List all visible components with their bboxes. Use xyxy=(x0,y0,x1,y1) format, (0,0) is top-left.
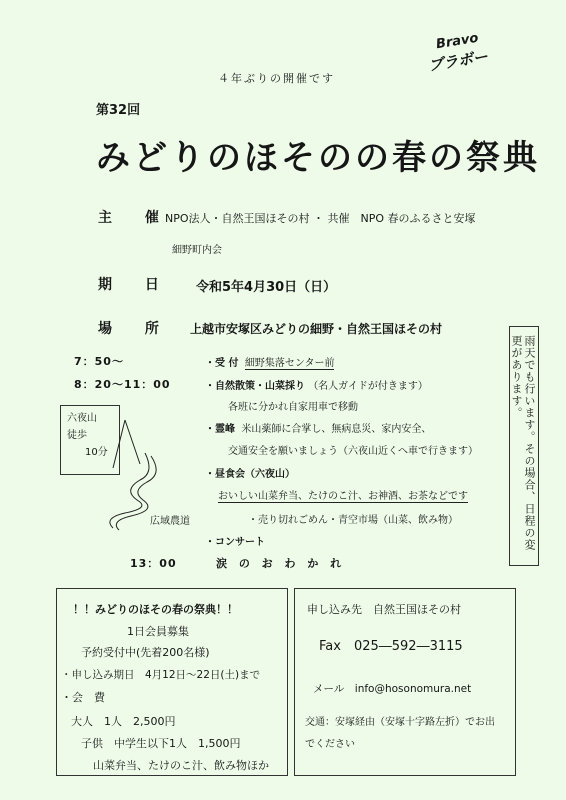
membership-line-7: 山菜弁当、たけのこ汁、飲み物ほか xyxy=(93,759,269,772)
membership-line-1: 1日会員募集 xyxy=(127,625,189,638)
event-place: 上越市安塚区みどりの細野・自然王国ほその村 xyxy=(190,322,443,336)
schedule-reception xyxy=(205,354,334,369)
market: ・売り切れごめん・青空市場（山菜、飲み物） xyxy=(248,515,458,526)
time-farewell: 13：00 xyxy=(130,557,177,570)
reiho-text: 米山薬師に合掌し、無病息災、家内安全、 xyxy=(241,424,432,435)
reception-heading: ・受 付 xyxy=(205,358,239,369)
lunch-sub: おいしい山菜弁当、たけのこ汁、お神酒、お茶などです xyxy=(218,487,468,503)
schedule-concert xyxy=(205,533,265,548)
membership-line-6: 子供 中学生以下1人 1,500円 xyxy=(81,737,241,750)
map-road-label: 広域農道 xyxy=(150,516,190,527)
email-address: メール info@hosonomura.net xyxy=(313,683,472,695)
date-label: 期 日 xyxy=(98,277,173,293)
schedule-walk xyxy=(205,377,428,392)
membership-line-5: 大人 1人 2,500円 xyxy=(71,715,176,728)
schedule-lunch xyxy=(205,465,295,480)
lunch-heading: ・昼食会（六夜山） xyxy=(205,469,295,480)
organizer-text: NPO法人・自然王国ほその村 ・ 共催 NPO 春のふるさと安塚 xyxy=(165,212,476,225)
contact-box xyxy=(294,588,516,776)
schedule-reiho xyxy=(205,420,431,435)
map-mountain-name: 六夜山 xyxy=(67,413,97,424)
walk-sub: 各班に分かれ自家用車で移動 xyxy=(228,402,358,413)
bravo-logo-kana: ブラボー xyxy=(427,47,490,75)
walk-note: （名人ガイドが付きます） xyxy=(308,381,428,392)
membership-title: ！！みどりのほその春の祭典！！ xyxy=(73,603,238,616)
organizer-text-2: 細野町内会 xyxy=(172,245,222,256)
subtitle: ４年ぶりの開催です xyxy=(218,72,335,85)
membership-line-3: ・申し込み期日 4月12日～22日(土)まで xyxy=(61,669,261,681)
map-walk-time: 10分 xyxy=(85,447,108,458)
traffic-line-1: 交通：安塚経由（安塚十字路左折）でお出 xyxy=(305,717,495,728)
reiho-sub: 交通安全を願いましょう（六夜山近くへ車で行きます） xyxy=(228,446,478,457)
mountain-icon xyxy=(113,420,140,468)
traffic-line-2: でください xyxy=(305,739,355,750)
rain-notice: 雨天でも行います。その場合、日程の変更があります。 xyxy=(509,326,539,566)
walk-heading: ・自然散策・山菜採り xyxy=(205,381,305,392)
apply-to: 申し込み先 自然王国ほその村 xyxy=(307,603,461,616)
event-date: 令和5年4月30日（日） xyxy=(196,280,337,295)
membership-line-4: ・会 費 xyxy=(61,691,105,704)
reiho-heading: ・霊峰 xyxy=(205,424,235,435)
reception-place: 細野集落センター前 xyxy=(244,358,335,369)
membership-box xyxy=(56,588,288,776)
bravo-logo-en: Bravo xyxy=(435,30,480,53)
time-reception: 7：50～ xyxy=(74,355,124,368)
edition-label: 第32回 xyxy=(96,103,141,118)
organizer-label: 主 催 xyxy=(98,210,173,226)
concert-heading: ・コンサート xyxy=(205,537,265,548)
fax-number: Fax 025―592―3115 xyxy=(319,639,463,654)
farewell-text: 涙 の お わ か れ xyxy=(216,557,346,570)
time-walk: 8：20～11：00 xyxy=(74,378,171,391)
map-walk-label: 徒歩 xyxy=(67,430,87,441)
membership-line-2: 予約受付中(先着200名様) xyxy=(81,646,210,659)
page-title: みどりのほそのの春の祭典 xyxy=(96,138,540,178)
place-label: 場 所 xyxy=(98,321,173,337)
